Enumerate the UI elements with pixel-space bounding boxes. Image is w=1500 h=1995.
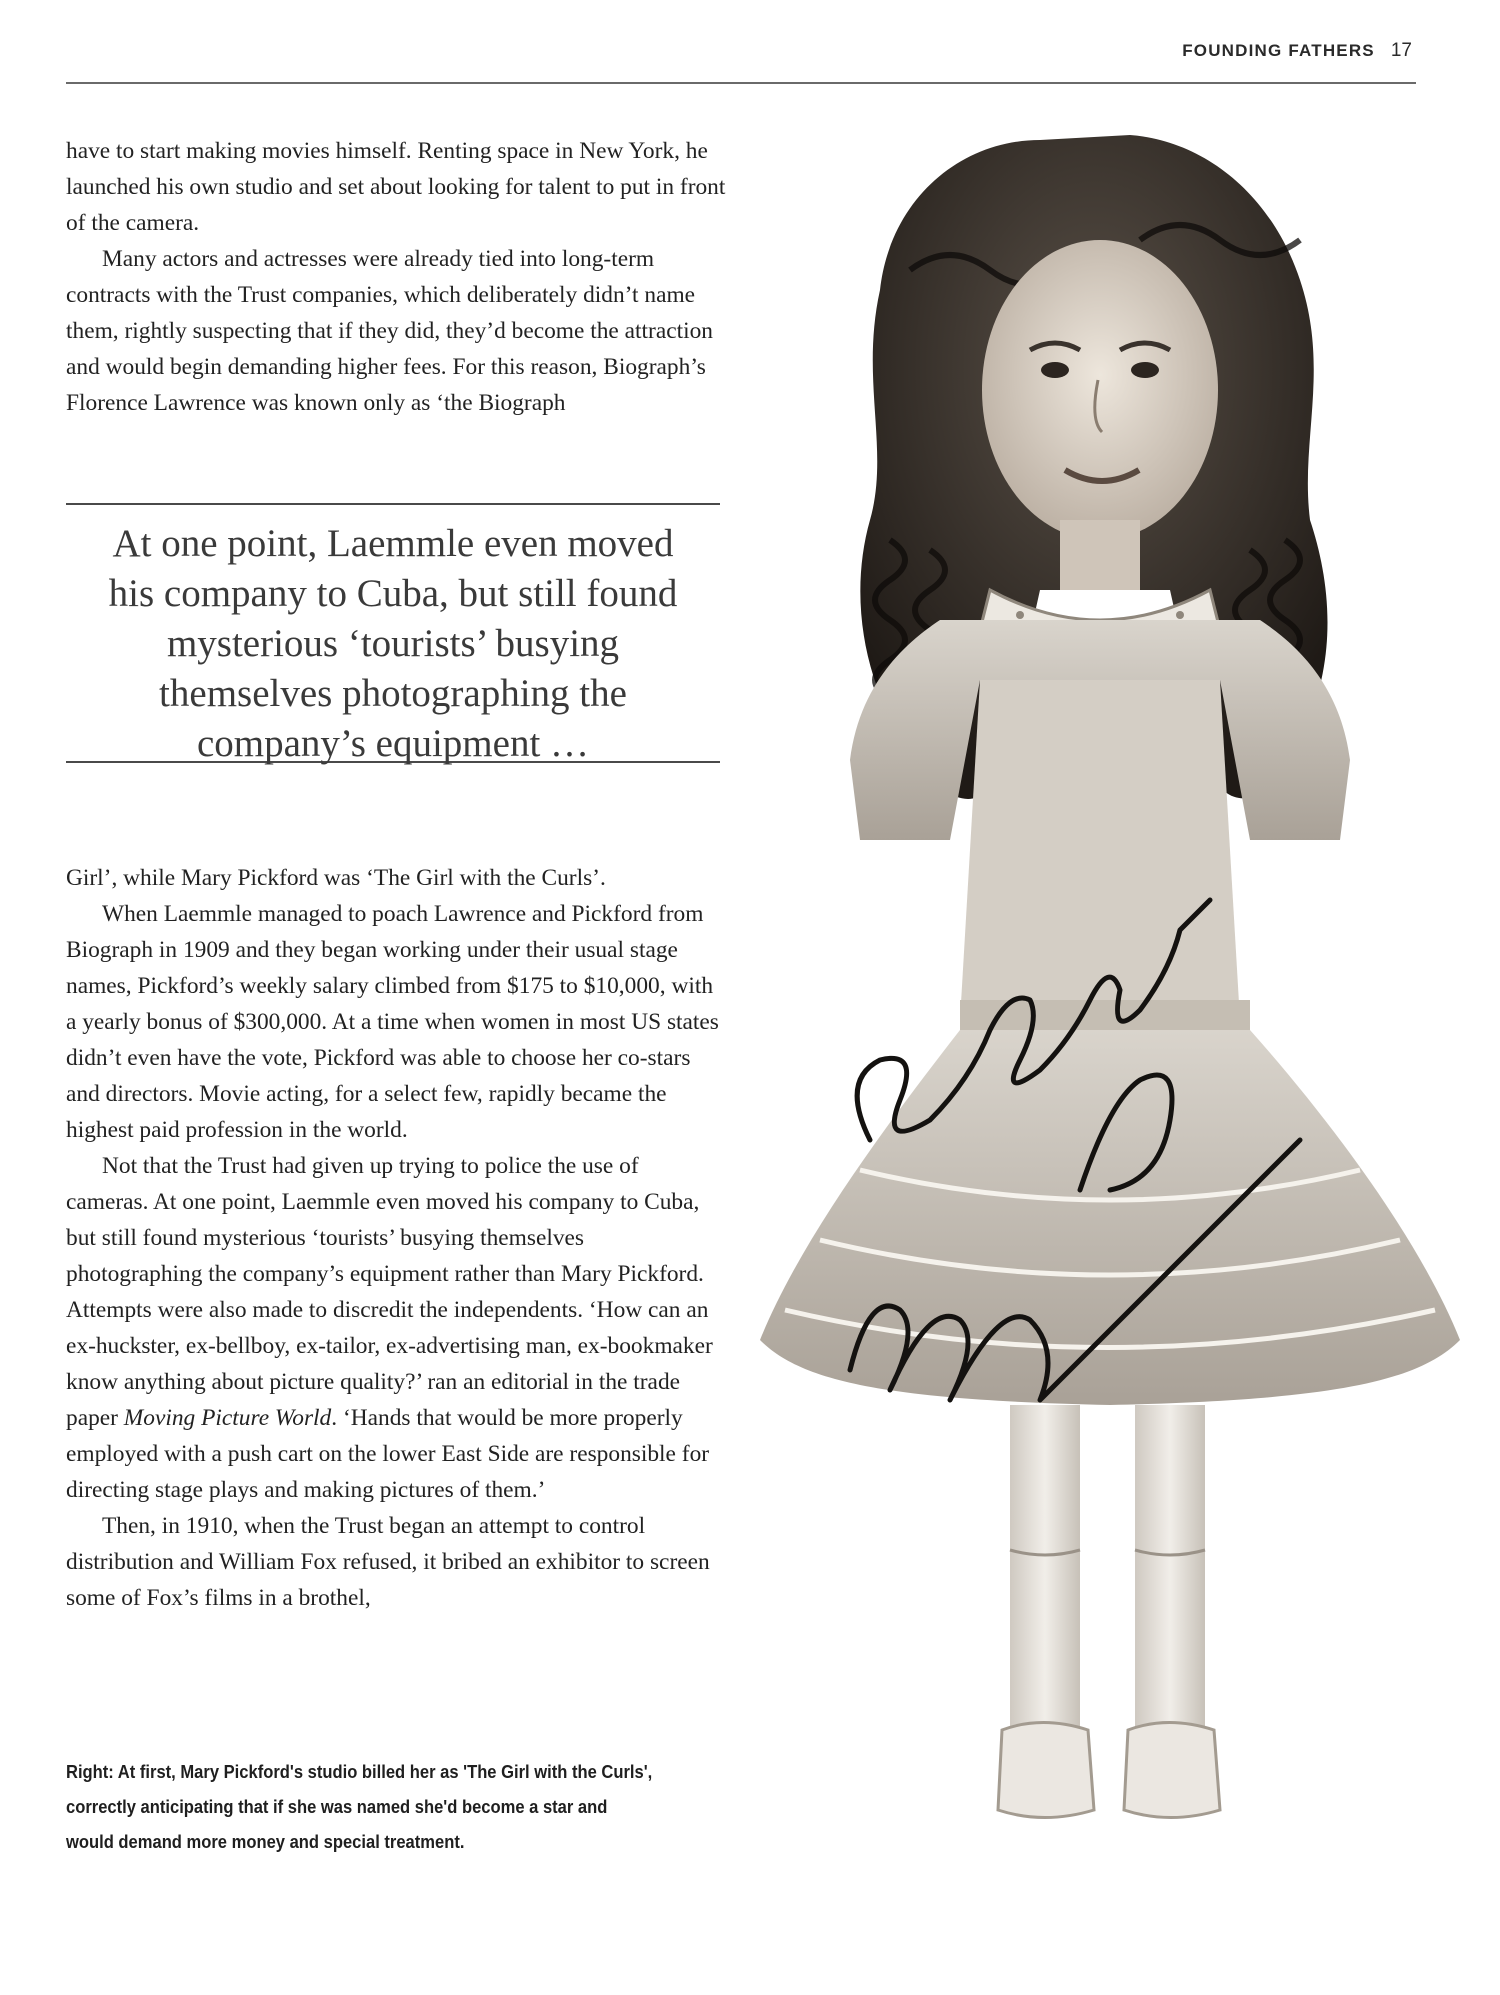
body-text-top bbox=[66, 133, 726, 421]
paragraph: When Laemmle managed to poach Lawrence and Pickford from Biograph in 1909 and they began working under their usual stage names, Pickford’s weekly salary climbed from $175 to $10,000, with a yearly bonus of $300,000. At a time when women in most US states didn’t even have the vote, Pickford was able to choose her co-stars and directors. Movie acting, for a select few, rapidly became the highest paid profession in the world. bbox=[66, 901, 719, 1143]
page-number: 17 bbox=[1390, 40, 1412, 61]
header-rule bbox=[66, 82, 1416, 84]
portrait-illustration bbox=[740, 120, 1500, 1900]
running-head bbox=[1182, 40, 1412, 66]
photo-caption: Right: At first, Mary Pickford's studio billed her as 'The Girl with the Curls', correctly anticipating that if she was named she'd become a star and would demand more money and special treatment. bbox=[66, 1762, 653, 1852]
pull-quote-text: At one point, Laemmle even moved his company to Cuba, but still found mysterious ‘tourists’ busying themselves photographing the company’s equipment … bbox=[108, 522, 678, 765]
paragraph-text: Not that the Trust had given up trying to police the use of cameras. At one point, Laemmle even moved his company to Cuba, but still found mysterious ‘tourists’ busying themselves photographing the company’s equipment rather than Mary Pickford. Attempts were also made to discredit the independents. ‘How can an ex-huckster, ex-bellboy, ex-tailor, ex-advertising man, ex-bookmaker know anything about picture quality?’ ran an editorial in the trade paper bbox=[66, 1153, 713, 1431]
body-text-bottom bbox=[66, 860, 726, 1616]
paragraph: Many actors and actresses were already tied into long-term contracts with the Trust companies, which deliberately didn’t name them, rightly suspecting that if they did, they’d become the attraction and would begin demanding higher fees. For this reason, Biograph’s Florence Lawrence was known only as ‘the Biograph bbox=[66, 246, 713, 416]
paragraph: Then, in 1910, when the Trust began an attempt to control distribution and William Fox refused, it bribed an exhibitor to screen some of Fox’s films in a brothel, bbox=[66, 1513, 710, 1611]
paragraph: have to start making movies himself. Renting space in New York, he launched his own studio and set about looking for talent to put in front of the camera. bbox=[66, 138, 726, 236]
section-title: FOUNDING FATHERS bbox=[1182, 41, 1375, 60]
paragraph-text: . ‘Hands that would be more properly employed with a push cart on the lower East Side are responsible for directing stage plays and making pictures of them.’ bbox=[66, 1405, 710, 1503]
pull-quote bbox=[66, 503, 720, 763]
paragraph: Girl’, while Mary Pickford was ‘The Girl with the Curls’. bbox=[66, 865, 606, 891]
portrait-photo bbox=[740, 120, 1500, 1900]
paragraph bbox=[66, 1148, 726, 1508]
publication-title: Moving Picture World bbox=[123, 1405, 332, 1431]
